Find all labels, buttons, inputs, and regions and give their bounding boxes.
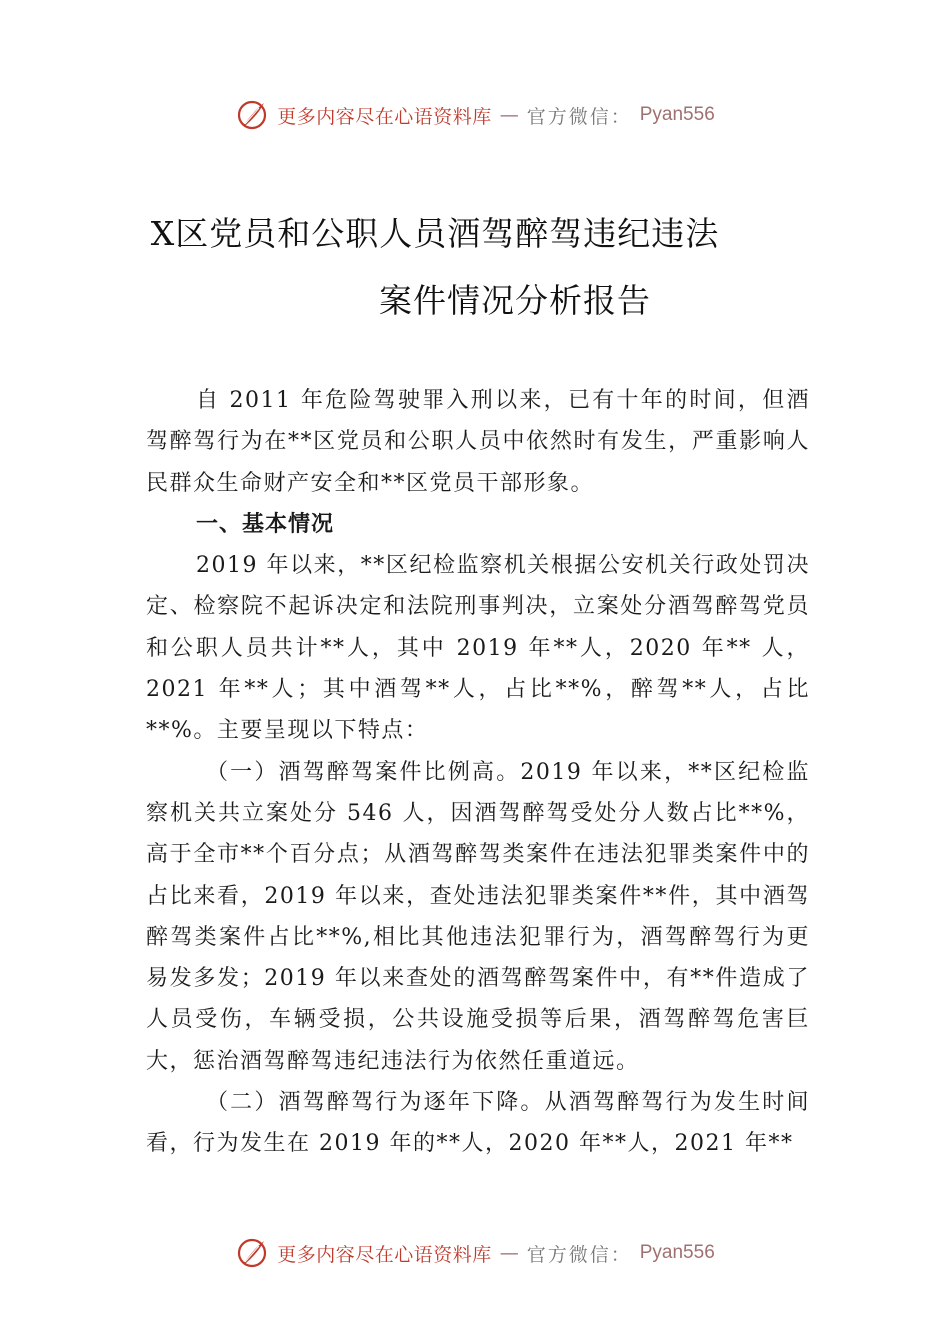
banner-main-text: 更多内容尽在心语资料库 (277, 1243, 492, 1266)
banner-wechat-id: Pyan556 (639, 104, 715, 125)
banner-label: 官方微信： (526, 1243, 632, 1266)
point1-paragraph: （一）酒驾醉驾案件比例高。2019 年以来，**区纪检监察机关共立案处分 546 人，因酒驾醉驾受处分人数占比**%，高于全市**个百分点；从酒驾醉驾类案件在违法犯罪类案件中的占比来看，2019 年以来，查处违法犯罪类案件**件，其中酒驾醉驾类案件占比**%,相比其他违法犯罪行为，酒驾醉驾行为更易发多发；2019 年以来查处的酒驾醉驾案件中，有**件造成了人员受伤，车辆受损，公共设施受损等后果，酒驾醉驾危害巨大，惩治酒驾醉驾违纪违法行为依然任重道远。 (146, 759, 810, 1074)
document-body (146, 380, 810, 1165)
header-banner (0, 95, 950, 135)
document-title-line2: 案件情况分析报告 (379, 281, 651, 320)
feather-pen-logo-icon (235, 1236, 269, 1270)
section1-paragraph: 2019 年以来，**区纪检监察机关根据公安机关行政处罚决定、检察院不起诉决定和法院刑事判决，立案处分酒驾醉驾党员和公职人员共计**人，其中 2019 年**人，2020 年** 人，2021 年**人；其中酒驾**人，占比**%，醉驾**人，占比**%。主要呈现以下特点： (146, 553, 810, 744)
banner-main-text: 更多内容尽在心语资料库 (277, 105, 492, 128)
document-title-line1: X区党员和公职人员酒驾醉驾违纪违法 (150, 214, 720, 253)
banner-label: 官方微信： (526, 105, 632, 128)
point2-paragraph: （二）酒驾醉驾行为逐年下降。从酒驾醉驾行为发生时间看，行为发生在 2019 年的**人，2020 年**人，2021 年** (146, 1090, 810, 1157)
banner-wechat-id: Pyan556 (639, 1242, 715, 1263)
banner-separator: — (499, 104, 519, 126)
footer-banner (0, 1233, 950, 1273)
intro-paragraph: 自 2011 年危险驾驶罪入刑以来，已有十年的时间，但酒驾醉驾行为在**区党员和公职人员中依然时有发生，严重影响人民群众生命财产安全和**区党员干部形象。 (146, 388, 810, 496)
section-heading: 一、基本情况 (196, 511, 335, 537)
feather-pen-logo-icon (235, 98, 269, 132)
banner-separator: — (499, 1242, 519, 1264)
